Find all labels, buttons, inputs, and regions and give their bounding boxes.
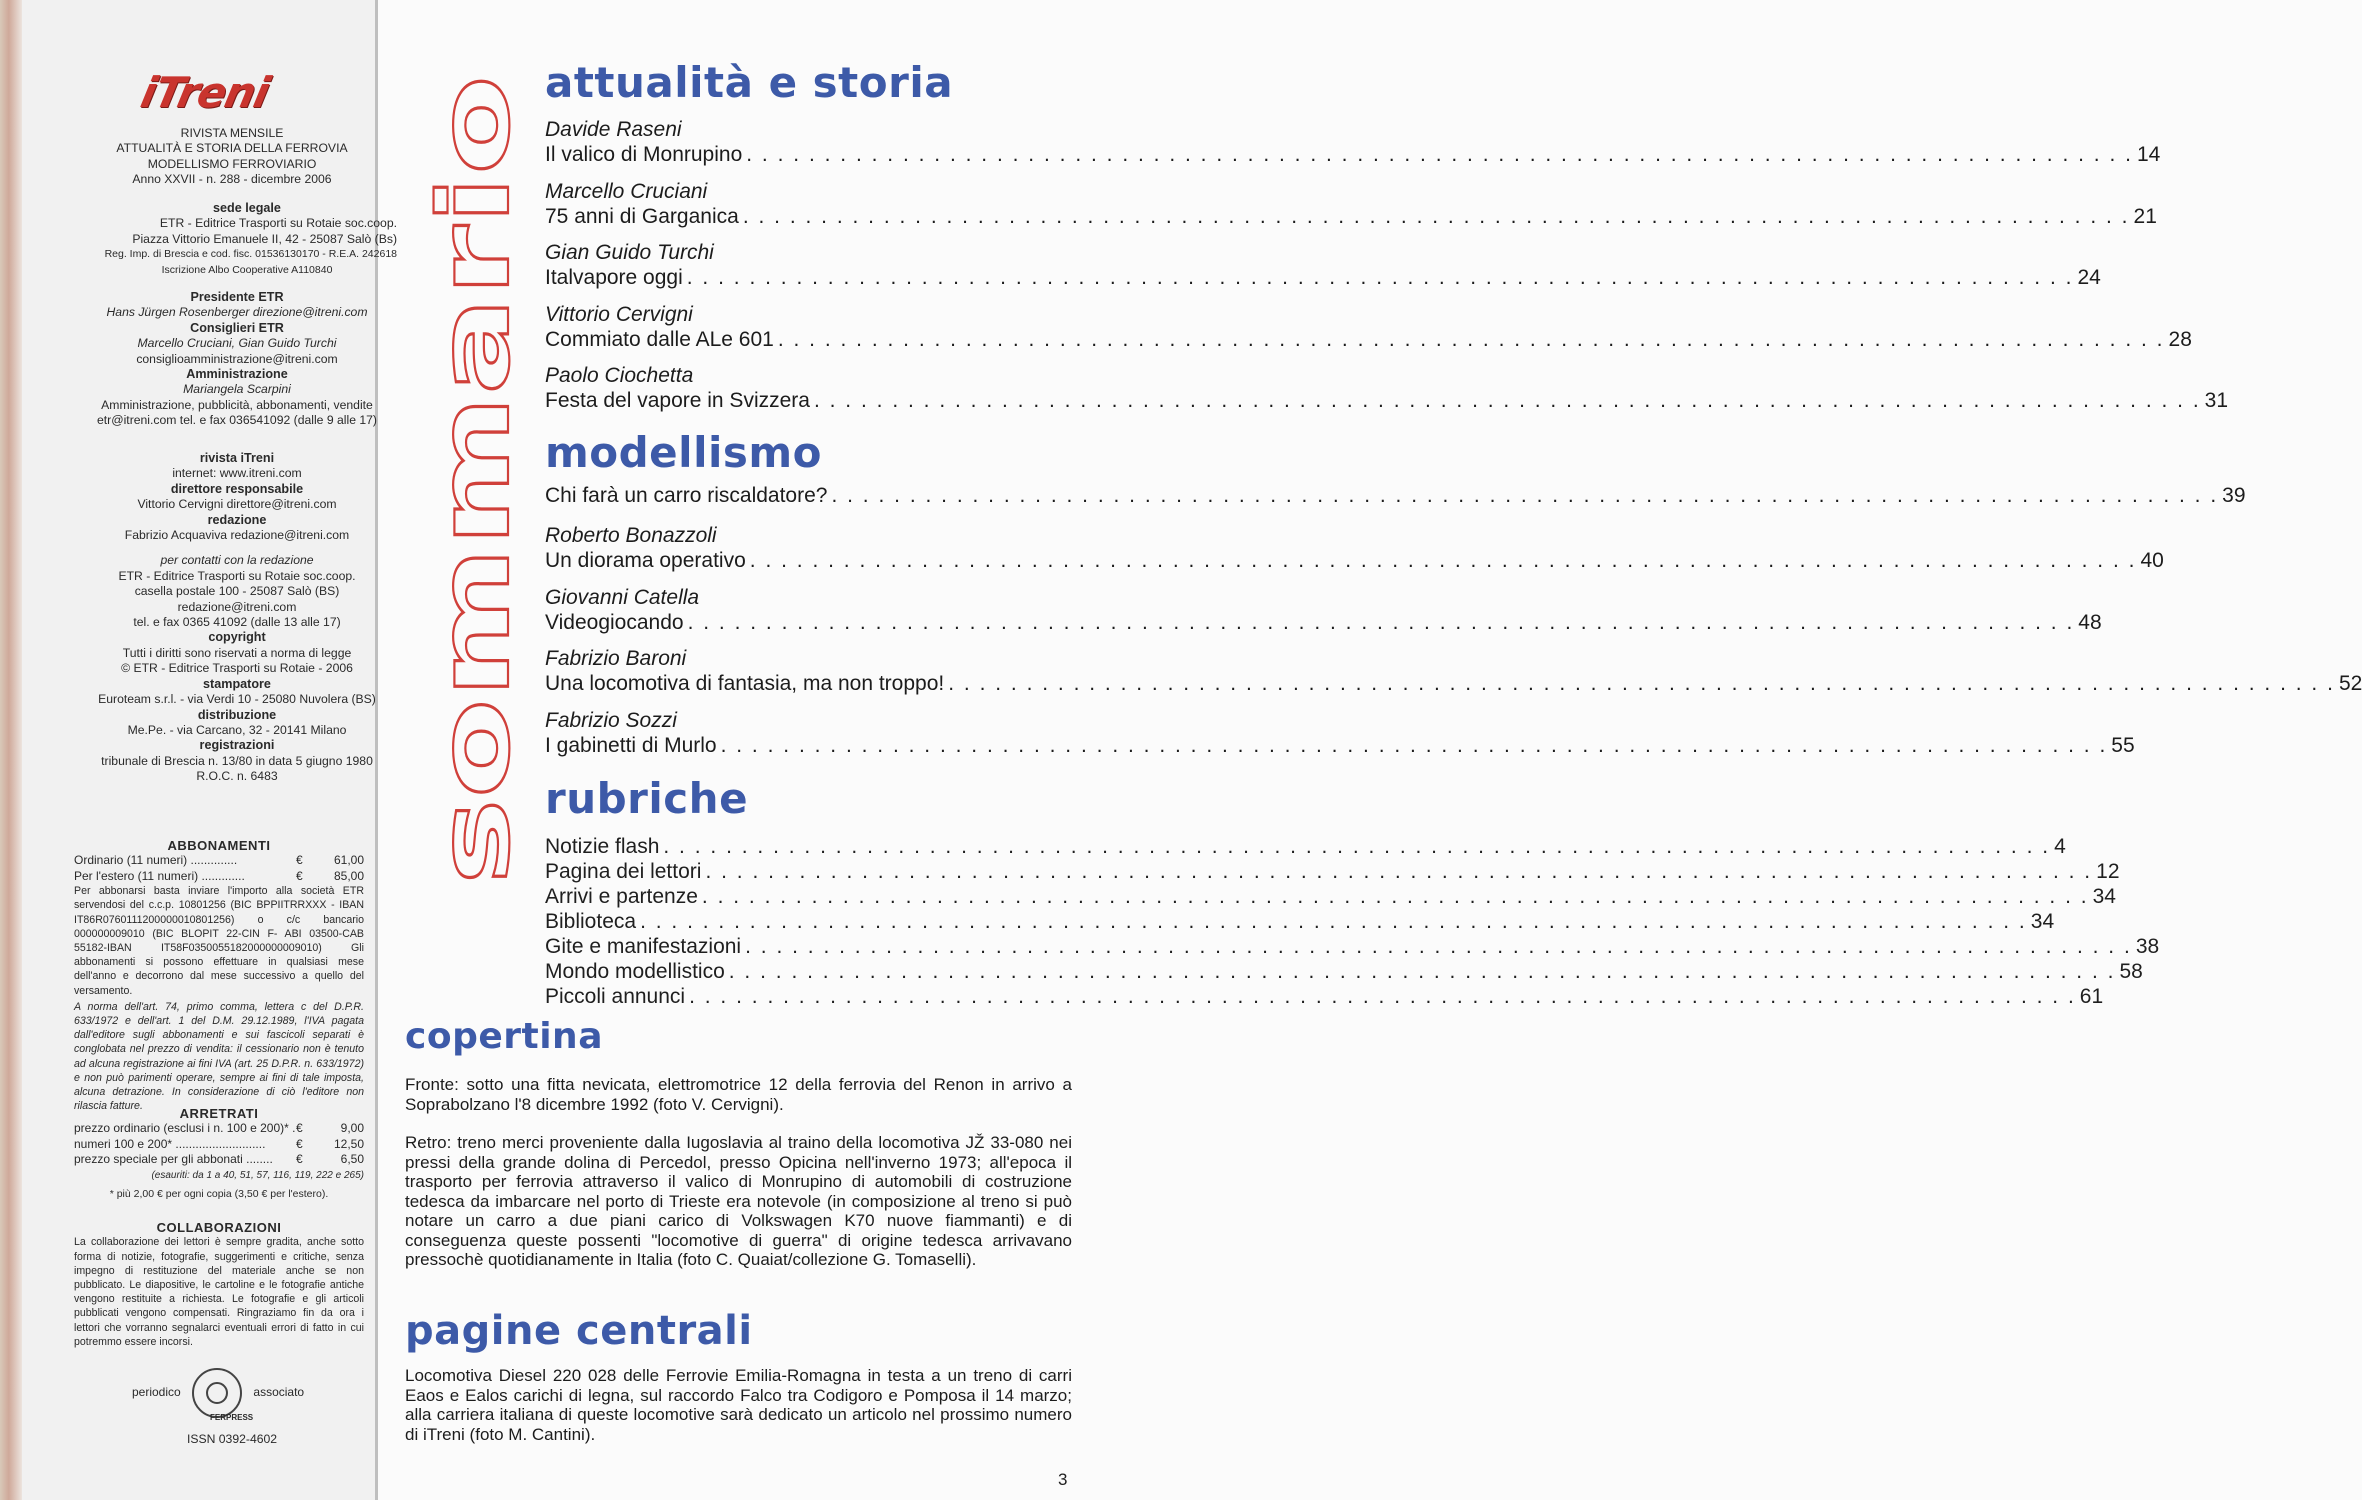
toc-title: Mondo modellistico bbox=[545, 960, 725, 983]
toc-page: 34 bbox=[2030, 910, 2055, 933]
toc-item bbox=[545, 646, 2362, 696]
toc-author: Vittorio Cervigni bbox=[545, 302, 693, 326]
toc-page: 28 bbox=[2168, 327, 2192, 351]
toc-title: I gabinetti di Murlo bbox=[545, 733, 717, 757]
toc-author: Roberto Bonazzoli bbox=[545, 524, 717, 547]
masthead-sidebar bbox=[22, 0, 397, 1500]
toc-title: Una locomotiva di fantasia, ma non troppo! bbox=[545, 672, 945, 695]
sommario-svg bbox=[418, 70, 532, 890]
toc-title: Arrivi e partenze bbox=[545, 885, 698, 908]
toc-title: Un diorama operativo bbox=[545, 549, 746, 572]
section-attualita-heading: attualità e storia bbox=[545, 58, 954, 107]
toc-title: Commiato dalle ALe 601 bbox=[545, 327, 774, 351]
toc-author: Davide Raseni bbox=[545, 118, 682, 141]
toc-page: 12 bbox=[2096, 860, 2120, 883]
toc-page: 58 bbox=[2119, 960, 2143, 983]
itreni-logo: iTreni bbox=[136, 68, 274, 117]
toc-item bbox=[545, 179, 2157, 229]
toc-item bbox=[545, 240, 2101, 290]
toc-title: Il valico di Monrupino bbox=[545, 143, 743, 166]
toc-item: Chi farà un carro riscaldatore? . . . 39 bbox=[545, 483, 1072, 508]
toc-page: 24 bbox=[2077, 266, 2101, 289]
section-rubriche-heading: rubriche bbox=[545, 774, 749, 823]
rubrica-item bbox=[545, 934, 2160, 959]
toc-page: 61 bbox=[2079, 985, 2104, 1008]
section-copertina-heading: copertina bbox=[405, 1016, 603, 1057]
copertina-fronte-text: Fronte: sotto una fitta nevicata, elettromotrice 12 della ferrovia del Renon in arrivo a Soprabolzano l'8 dicembre 1992 (foto V. Cervigni). bbox=[405, 1075, 1072, 1114]
sommario-vertical-title bbox=[418, 70, 532, 890]
price-row: prezzo speciale per gli abbonati ........ € 6,50 bbox=[74, 1152, 364, 1167]
toc-author: Fabrizio Sozzi bbox=[545, 708, 677, 732]
section-modellismo-heading: modellismo bbox=[545, 428, 822, 477]
section-pagine-centrali-heading: pagine centrali bbox=[405, 1308, 753, 1354]
toc-page: 31 bbox=[2204, 389, 2229, 412]
toc-title: Piccoli annunci bbox=[545, 985, 686, 1008]
toc-author: Paolo Ciochetta bbox=[545, 364, 694, 387]
toc-page: 52 bbox=[2338, 672, 2362, 695]
toc-author: Giovanni Catella bbox=[545, 585, 700, 609]
toc-page: 48 bbox=[2078, 610, 2102, 634]
toc-title: Festa del vapore in Svizzera bbox=[545, 389, 810, 412]
toc-title: Italvapore oggi bbox=[545, 266, 683, 289]
price-row: prezzo ordinario (esclusi i n. 100 e 200)* . € 9,00 bbox=[74, 1121, 364, 1136]
rubrica-item bbox=[545, 859, 2120, 884]
price-row: numeri 100 e 200* ........................... € 12,50 bbox=[74, 1136, 364, 1151]
price-row: Per l'estero (11 numeri) ............. € 85,00 bbox=[74, 868, 364, 883]
toc-title: Videogiocando bbox=[545, 610, 684, 634]
rubrica-item bbox=[545, 834, 2066, 859]
toc-author: Fabrizio Baroni bbox=[545, 647, 687, 670]
etr-staff: Presidente ETR Hans Jürgen Rosenberger direzione@itreni.com Consiglieri ETR Marcello Cruciani, Gian Guido Turchi consiglioamministrazione@itreni.com Amministrazione Mariangela Scarpini Amministrazione, pubblicità, abbonamenti, vendite etr@itreni.com tel. e fax 036541092 (dalle 9 alle 17) bbox=[97, 290, 377, 428]
sommario-text: sommario bbox=[418, 339, 532, 885]
toc-page: 38 bbox=[2135, 935, 2160, 958]
toc-author: Marcello Cruciani bbox=[545, 179, 708, 203]
rubrica-item bbox=[545, 884, 2116, 909]
toc-item bbox=[545, 302, 2192, 352]
toc-author: Gian Guido Turchi bbox=[545, 241, 714, 264]
toc-title: 75 anni di Garganica bbox=[545, 204, 739, 228]
rubrica-item bbox=[545, 959, 2143, 984]
rubrica-item bbox=[545, 909, 2055, 934]
toc-page: 21 bbox=[2133, 204, 2157, 228]
rivista-info: rivista iTreni internet: www.itreni.com direttore responsabile Vittorio Cervigni direttore@itreni.com redazione Fabrizio Acquaviva redazione@itreni.com per contatti con la redazione ETR - Editrice Trasporti su Rotaie soc.coop. casella postale 100 - 25087 Salò (BS) redazione@itreni.com tel. e fax 0365 41092 (dalle 13 alle 17) copyright Tutti i diritti sono riservati a norma di legge © ETR - Editrice Trasporti su Rotaie - 2006 stampatore Euroteam s.r.l. - via Verdi 10 - 25080 Nuvolera (BS) distribuzione Me.Pe. - via Carcano, 32 - 20141 Milano registrazioni tribunale di Brescia n. 13/80 in data 5 giugno 1980 R.O.C. n. 6483 bbox=[98, 451, 376, 784]
ferpress-association: periodico associato FERPRESS bbox=[132, 1368, 372, 1418]
toc-item bbox=[545, 363, 2229, 413]
masthead-header: RIVISTA MENSILE ATTUALITÀ E STORIA DELLA FERROVIA MODELLISMO FERROVIARIO Anno XXVII - n. 288 - dicembre 2006 bbox=[116, 126, 348, 187]
page-binding-edge bbox=[0, 0, 22, 1500]
toc-page: 4 bbox=[2054, 835, 2066, 858]
toc-page: 14 bbox=[2136, 143, 2161, 166]
copertina-retro-text: Retro: treno merci proveniente dalla Iugoslavia al traino della locomotiva JŽ 33-080 nei pressi della grande dolina di Percedol, presso Opicina nell'inverno 1973; all'epoca il trasporto per ferrovia attraverso il valico di Monrupino di automobili di costruzione tedesca da imbarcare nel porto di Trieste era notevole (in composizione al treno si può notare un carro a due piani carico di Volkswagen K70 nuove fiammanti) e di conseguenza queste possenti "locomotive di guerra" di origine tedesca arrivavano pressochè quotidianamente in Italia (foto C. Quaiat/collezione G. Tomaselli). bbox=[405, 1133, 1072, 1269]
toc-title: Pagina dei lettori bbox=[545, 860, 702, 883]
toc-item bbox=[545, 708, 2135, 758]
toc-item bbox=[545, 117, 2161, 167]
toc-page: 40 bbox=[2140, 549, 2164, 572]
sede-legale: sede legale ETR - Editrice Trasporti su Rotaie soc.coop. Piazza Vittorio Emanuele II, 42 - 25087 Salò (Bs) Reg. Imp. di Brescia e cod. fisc. 01536130170 - R.E.A. 242618 Iscrizione Albo Cooperative A110840 bbox=[104, 201, 397, 276]
toc-page: 55 bbox=[2111, 733, 2135, 757]
toc-item bbox=[545, 523, 2164, 573]
toc-item bbox=[545, 585, 2102, 635]
price-row: Ordinario (11 numeri) .............. € 61,00 bbox=[74, 853, 364, 868]
page-number: 3 bbox=[1058, 1470, 1068, 1489]
toc-title: Gite e manifestazioni bbox=[545, 935, 742, 958]
toc-title: Notizie flash bbox=[545, 835, 660, 858]
abbonamenti: ABBONAMENTI Ordinario (11 numeri) .............. € 61,00 Per l'estero (11 numeri) ............. € 85,00 Per abbonarsi basta inviare l'importo alla società ETR servendosi del c.c.p. 10801256 (BIC BPPIITRRXXX - IBAN IT86R0760111200000010801256) o c/c bancario 000000009010 (BIC BLOPIT 22-CIN F- ABI 03500-CAB 55182-IBAN IT58F0350055182000000009010) Gli abbonamenti si possono effettuare in qualsiasi mese dell'anno e decorrono dal mese successivo a quello del versamento. A norma dell'art. 74, primo comma, lettera c del D.P.R. 633/1972 e dell'art. 1 del D.M. 29.12.1989, l'IVA pagata dall'editore sugli abbonamenti e sui fascicoli separati è conglobata nel prezzo di vendita: il cessionario non è tenuto ad alcuna registrazione ai fini IVA (art. 25 D.P.R. n. 633/1972) e non può parimenti operare, sempre ai fini di tale imposta, alcuna detrazione. In considerazione di ciò l'editore non rilascia fatture. bbox=[74, 838, 364, 1113]
issn: ISSN 0392-4602 bbox=[186, 1432, 278, 1446]
toc-page: 34 bbox=[2092, 885, 2116, 908]
pagine-centrali-text: Locomotiva Diesel 220 028 delle Ferrovie Emilia-Romagna in testa a un treno di carri Eaos e Ealos carichi di legna, sul raccordo Falco tra Codigoro e Pomposa il 14 marzo; alla carriera italiana di queste locomotive sarà dedicato un articolo nel prossimo numero di iTreni (foto M. Cantini). bbox=[405, 1366, 1072, 1444]
toc-title: Biblioteca bbox=[545, 910, 637, 933]
arretrati: ARRETRATI prezzo ordinario (esclusi i n. 100 e 200)* . € 9,00 numeri 100 e 200* ........................... € 12,50 prezzo speciale per gli abbonati ........ € 6,50 (esauriti: da 1 a 40, 51, 57, 116, 119, 222 e 265) * più 2,00 € per ogni copia (3,50 € per l'estero). bbox=[74, 1106, 364, 1201]
rubrica-item bbox=[545, 984, 2104, 1009]
collaborazioni: COLLABORAZIONI La collaborazione dei lettori è sempre gradita, anche sotto forma di notizie, fotografie, suggerimenti e critiche, senza impegno di restituzione del materiale anche se non pubblicato. Le diapositive, le cartoline e le fotografie antiche vengono restituite a richiesta. Le fotografie e gli articoli pubblicati vengono compensati. Ringraziamo fin da ora i lettori che vorranno segnalarci eventuali errori di fatto in cui potremmo essere incorsi. bbox=[74, 1220, 364, 1348]
